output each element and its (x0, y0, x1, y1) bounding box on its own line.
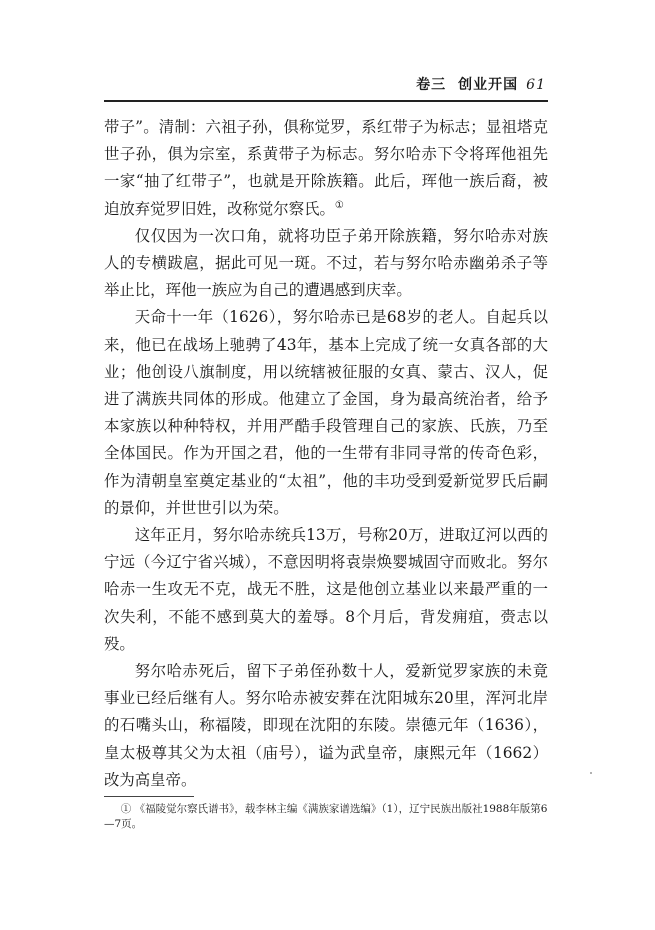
footnote (104, 802, 548, 832)
paragraph-2: 仅仅因为一次口角，就将功臣子弟开除族籍，努尔哈赤对族人的专横跋扈，据此可见一斑。不过，若与努尔哈赤幽弟杀子等举止比，珲他一族应为自己的遭遇感到庆幸。 (104, 226, 548, 300)
paragraph-5: 努尔哈赤死后，留下子弟侄孙数十人，爱新觉罗家族的未竟事业已经后继有人。努尔哈赤被安葬在沈阳城东20里，浑河北岸的石嘴头山，称福陵，即现在沈阳的东陵。崇德元年（1636），皇太极尊其父为太祖（庙号），谥为武皇帝，康熙元年（1662）改为高皇帝。 (104, 662, 548, 789)
scan-speck (590, 772, 592, 774)
running-head (104, 74, 546, 94)
paragraph-1-text: 带子”。清制：六祖子孙，俱称觉罗，系红带子为标志；显祖塔克世子孙，俱为宗室，系黄带子为标志。努尔哈赤下令将珲他祖先一家“抽了红带子”，也就是开除族籍。此后，珲他一族后裔，被迫放弃觉罗旧姓，改称觉尔察氏。 (104, 118, 548, 218)
paragraph-3: 天命十一年（1626），努尔哈赤已是68岁的老人。自起兵以来，他已在战场上驰骋了43年，基本上完成了统一女真各部的大业；他创设八旗制度，用以统辖被征服的女真、蒙古、汉人，促进了满族共同体的形成。他建立了金国，身为最高统治者，给予本家族以种种特权，并用严酷手段管理自己的家族、氏族，乃至全体国民。作为开国之君，他的一生带有非同寻常的传奇色彩，作为清朝皇室奠定基业的“太祖”，他的丰功受到爱新觉罗氏后嗣的景仰，并世世引以为荣。 (104, 308, 548, 517)
footnote-rule (104, 796, 194, 797)
section-label: 卷三 (416, 77, 447, 93)
footnote-ref: ① (334, 199, 344, 211)
paragraph-1 (104, 114, 548, 223)
body-text (104, 114, 548, 794)
footnote-text: 《福陵觉尔察氏谱书》，载李林主编《满族家谱选编》（1），辽宁民族出版社1988年版第6—7页。 (104, 803, 548, 830)
footnote-marker: ① (120, 803, 132, 815)
page-number: 61 (526, 77, 546, 93)
chapter-title: 创业开国 (458, 77, 519, 93)
paragraph-4: 这年正月，努尔哈赤统兵13万，号称20万，进取辽河以西的宁远（今辽宁省兴城），不意因明将袁崇焕婴城固守而败北。努尔哈赤一生攻无不克，战无不胜，这是他创立基业以来最严重的一次失利，不能不感到莫大的羞辱。8个月后，背发痈疽，赍志以殁。 (104, 526, 548, 653)
header-rule (104, 100, 548, 102)
